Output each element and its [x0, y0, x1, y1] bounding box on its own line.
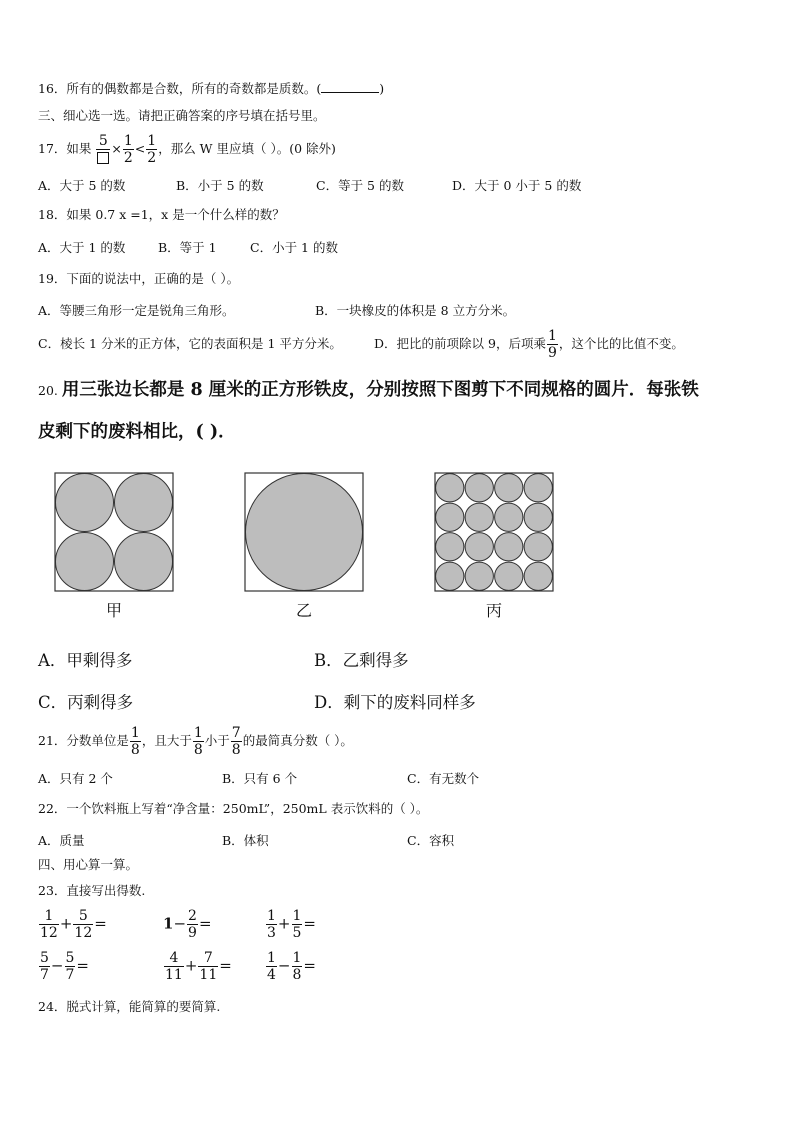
- section-4-heading: 四、用心算一算。: [38, 857, 139, 872]
- circle: [246, 474, 363, 591]
- figure-label-yi: 乙: [295, 601, 312, 620]
- figure-jia: [55, 473, 173, 591]
- circle: [495, 474, 523, 502]
- q19-text: 19．下面的说法中，正确的是（ ）。: [38, 271, 240, 286]
- circle: [436, 503, 464, 531]
- figure-label-bing: 丙: [485, 601, 502, 620]
- q16-text: 16．所有的偶数都是合数，所有的奇数都是质数。(: [38, 81, 322, 96]
- q17-option-b[interactable]: B．小于 5 的数: [176, 178, 264, 193]
- q19-fraction: $\frac{1}{9}$: [547, 328, 557, 361]
- q21-unit-fraction: $\frac{1}{8}$: [130, 725, 140, 758]
- q17: 17．如果 5 × $\frac{1}{2}$ < $\frac{1}{2}$ ，那么 W 里应填（ ）。(0 除外): [38, 133, 336, 166]
- q23-expr-3: $\frac{1}{3}$ + $\frac{1}{5}$ =: [267, 908, 316, 941]
- circle: [524, 533, 552, 561]
- circle: [56, 533, 114, 591]
- q16-answer-blank[interactable]: [321, 80, 379, 93]
- q17-fraction-2: $\frac{1}{2}$: [123, 133, 133, 166]
- circle: [465, 503, 493, 531]
- q23-expr-4: $\frac{5}{7}$ − $\frac{5}{7}$ =: [40, 950, 89, 983]
- q17-fraction-1: 5: [96, 133, 110, 166]
- blank-box-icon[interactable]: [97, 152, 109, 164]
- q20-option-d[interactable]: D．剩下的废料同样多: [314, 693, 476, 712]
- circle: [465, 562, 493, 590]
- q20-option-c[interactable]: C．丙剩得多: [38, 693, 134, 712]
- q22-option-b[interactable]: B．体积: [222, 833, 269, 848]
- q20-line2: 皮剩下的废料相比，( )．: [38, 422, 236, 442]
- q19-option-a[interactable]: A．等腰三角形一定是锐角三角形。: [38, 303, 235, 318]
- q20-option-b[interactable]: B．乙剩得多: [314, 651, 409, 670]
- q19-option-c[interactable]: C．棱长 1 分米的正方体，它的表面积是 1 平方分米。: [38, 336, 342, 351]
- q21: 21．分数单位是 $\frac{1}{8}$ ，且大于 $\frac{1}{8}$ 小于 $\frac{7}{8}$ 的最简真分数（ ）。: [38, 725, 353, 758]
- circle: [465, 474, 493, 502]
- q17-option-d[interactable]: D．大于 0 小于 5 的数: [452, 178, 582, 193]
- q23-text: 23．直接写出得数.: [38, 883, 146, 898]
- q18-option-a[interactable]: A．大于 1 的数: [38, 240, 126, 255]
- q24-text: 24．脱式计算，能简算的要简算.: [38, 999, 221, 1014]
- q22-text: 22．一个饮料瓶上写着“净含量：250mL”，250mL 表示饮料的（ ）。: [38, 801, 429, 816]
- q22-option-c[interactable]: C．容积: [407, 833, 455, 848]
- q16: 16．所有的偶数都是合数，所有的奇数都是质数。( ): [38, 81, 385, 96]
- q20-option-a[interactable]: A．甲剩得多: [38, 651, 133, 670]
- circle: [495, 562, 523, 590]
- q18-option-c[interactable]: C．小于 1 的数: [250, 240, 338, 255]
- circle: [524, 562, 552, 590]
- circle: [436, 562, 464, 590]
- circle: [56, 474, 114, 532]
- q21-option-c[interactable]: C．有无数个: [407, 771, 480, 786]
- q21-lower-fraction: $\frac{1}{8}$: [193, 725, 203, 758]
- figure-label-jia: 甲: [105, 601, 122, 620]
- circle: [436, 474, 464, 502]
- q21-option-a[interactable]: A．只有 2 个: [38, 771, 113, 786]
- q20-line1: 20. 用三张边长都是 8 厘米的正方形铁皮，分别按照下图剪下不同规格的圆片．每张铁: [38, 380, 699, 400]
- q23-expr-1: $\frac{1}{12}$ + $\frac{5}{12}$ =: [40, 908, 107, 941]
- section-3-heading: 三、细心选一选。请把正确答案的序号填在括号里。: [38, 108, 326, 123]
- q18-option-b[interactable]: B．等于 1: [158, 240, 217, 255]
- figure-bing: [435, 473, 553, 591]
- q23-expr-2: 1− $\frac{2}{9}$ =: [163, 908, 212, 941]
- q21-option-b[interactable]: B．只有 6 个: [222, 771, 298, 786]
- circle: [495, 533, 523, 561]
- q21-upper-fraction: $\frac{7}{8}$: [231, 725, 241, 758]
- circle: [436, 533, 464, 561]
- q17-option-a[interactable]: A．大于 5 的数: [38, 178, 126, 193]
- q23-expr-6: $\frac{1}{4}$ − $\frac{1}{8}$ =: [267, 950, 316, 983]
- circle: [524, 503, 552, 531]
- circle: [524, 474, 552, 502]
- q23-expr-5: $\frac{4}{11}$ + $\frac{7}{11}$ =: [165, 950, 232, 983]
- circle: [115, 474, 173, 532]
- figure-yi: [245, 473, 363, 591]
- q22-option-a[interactable]: A．质量: [38, 833, 85, 848]
- q18-text: 18．如果 0.7 x =1，x 是一个什么样的数？: [38, 207, 285, 222]
- circle: [115, 533, 173, 591]
- q17-fraction-3: $\frac{1}{2}$: [147, 133, 157, 166]
- circle: [465, 533, 493, 561]
- q17-option-c[interactable]: C．等于 5 的数: [316, 178, 404, 193]
- q19-option-b[interactable]: B．一块橡皮的体积是 8 立方分米。: [315, 303, 516, 318]
- q19-option-d[interactable]: D．把比的前项除以 9，后项乘 $\frac{1}{9}$ ，这个比的比值不变。: [374, 328, 684, 361]
- circle: [495, 503, 523, 531]
